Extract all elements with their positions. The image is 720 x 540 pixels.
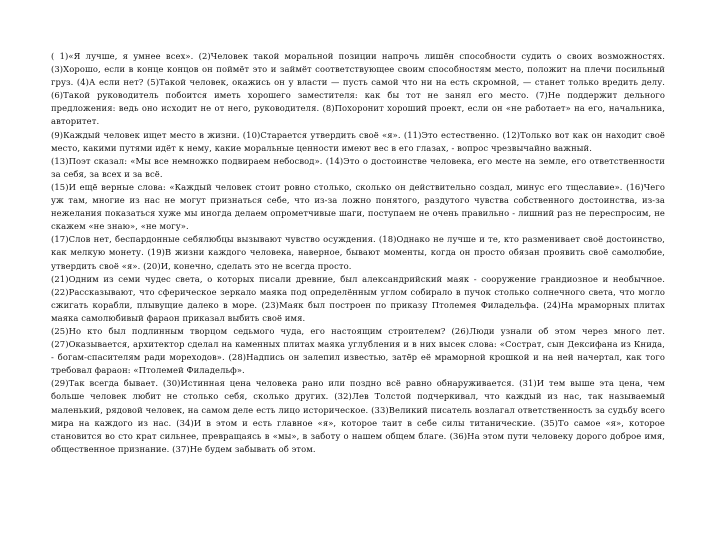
paragraph-8: (29)Так всегда бывает. (30)Истинная цена человека рано или поздно всё равно обнаруживается. (31)И тем выше эта цена, чем больше человек любит не столько себя, сколько других. (32)Лев Толстой подчеркивал, что каждый из нас, так называемый маленький, рядовой человек, на самом деле есть лицо историческое. (33)Великий писатель возлагал ответственность за судьбу всего мира на каждого из нас. (34)И в этом и есть главное «я», которое таит в себе силы титанические. (35)То самое «я», которое становится во сто крат сильнее, превращаясь в «мы», в заботу о нашем общем благе. (36)На этом пути человеку дорого доброе имя, общественное признание. (37)Не будем забывать об этом. — [51, 378, 665, 454]
paragraph-4: (15)И ещё верные слова: «Каждый человек стоит ровно столько, сколько он действительно создал, минус его тщеславие». (16)Чего уж там, многие из нас не могут признаться себе, что из-за ложно понятого, раздутого чувства собственного достоинства, из-за нежелания показаться хуже мы иногда делаем опрометчивые шаги, поступаем не очень правильно - лишний раз не переспросим, не скажем «не знаю», «не могу». — [51, 181, 665, 232]
paragraph-6: (21)Одним из семи чудес света, о которых писали древние, был александрийский маяк - сооружение грандиозное и необычное. (22)Рассказывают, что сферическое зеркало маяка под определённым углом собирало в пучок столько солнечного света, что могло сжигать корабли, плывущие далеко в море. (23)Маяк был построен по приказу Птолемея Филадельфа. (24)На мраморных плитах маяка самолюбивый фараон приказал выбить своё имя. — [51, 273, 665, 323]
paragraph-2: (9)Каждый человек ищет место в жизни. (10)Старается утвердить своё «я». (11)Это естественно. (12)Только вот как он находит своё место, какими путями идёт к нему, какие моральные ценности имеют вес в его глазах, - вопрос чрезвычайно важный. — [51, 129, 665, 153]
paragraph-5: (17)Слов нет, беспардонные себялюбцы вызывают чувство осуждения. (18)Однако не лучше и те, кто разменивает своё достоинство, как мелкую монету. (19)В жизни каждого человека, наверное, бывают моменты, когда он просто обязан проявить своё самолюбие, утвердить своё «я». (20)И, конечно, сделать это не всегда просто. — [51, 234, 665, 271]
essay-text — [51, 50, 665, 456]
paragraph-7: (25)Но кто был подлинным творцом седьмого чуда, его настоящим строителем? (26)Люди узнали об этом через много лет. (27)Оказывается, архитектор сделал на каменных плитах маяка углубления и в них высек слова: «Сострат, сын Дексифана из Книда, - богам-спасителям ради мореходов». (28)Надпись он залепил известью, затёр её мраморной крошкой и на ней начертал, как того требовал фараон: «Птолемей Филадельф». — [51, 325, 665, 376]
paragraph-3: (13)Поэт сказал: «Мы все немножко подвираем небосвод». (14)Это о достоинстве человека, его месте на земле, его ответственности за себя, за всех и за всё. — [51, 155, 665, 179]
paragraph-1: ( 1)«Я лучше, я умнее всех». (2)Человек такой моральной позиции напрочь лишён способности судить о своих возможностях. (3)Хорошо, если в конце концов он поймёт это и займёт соответствующее своим способностям место, положит на плечи посильный груз. (4)А если нет? (5)Такой человек, окажись он у власти — пусть самой что ни на есть скромной, — станет только вредить делу. (6)Такой руководитель побоится иметь хорошего заместителя: как бы тот не занял его место. (7)Не поддержит дельного предложения: ведь оно исходит не от него, руководителя. (8)Похоронит хороший проект, если он «не работает» на его, начальника, авторитет. — [51, 51, 665, 127]
